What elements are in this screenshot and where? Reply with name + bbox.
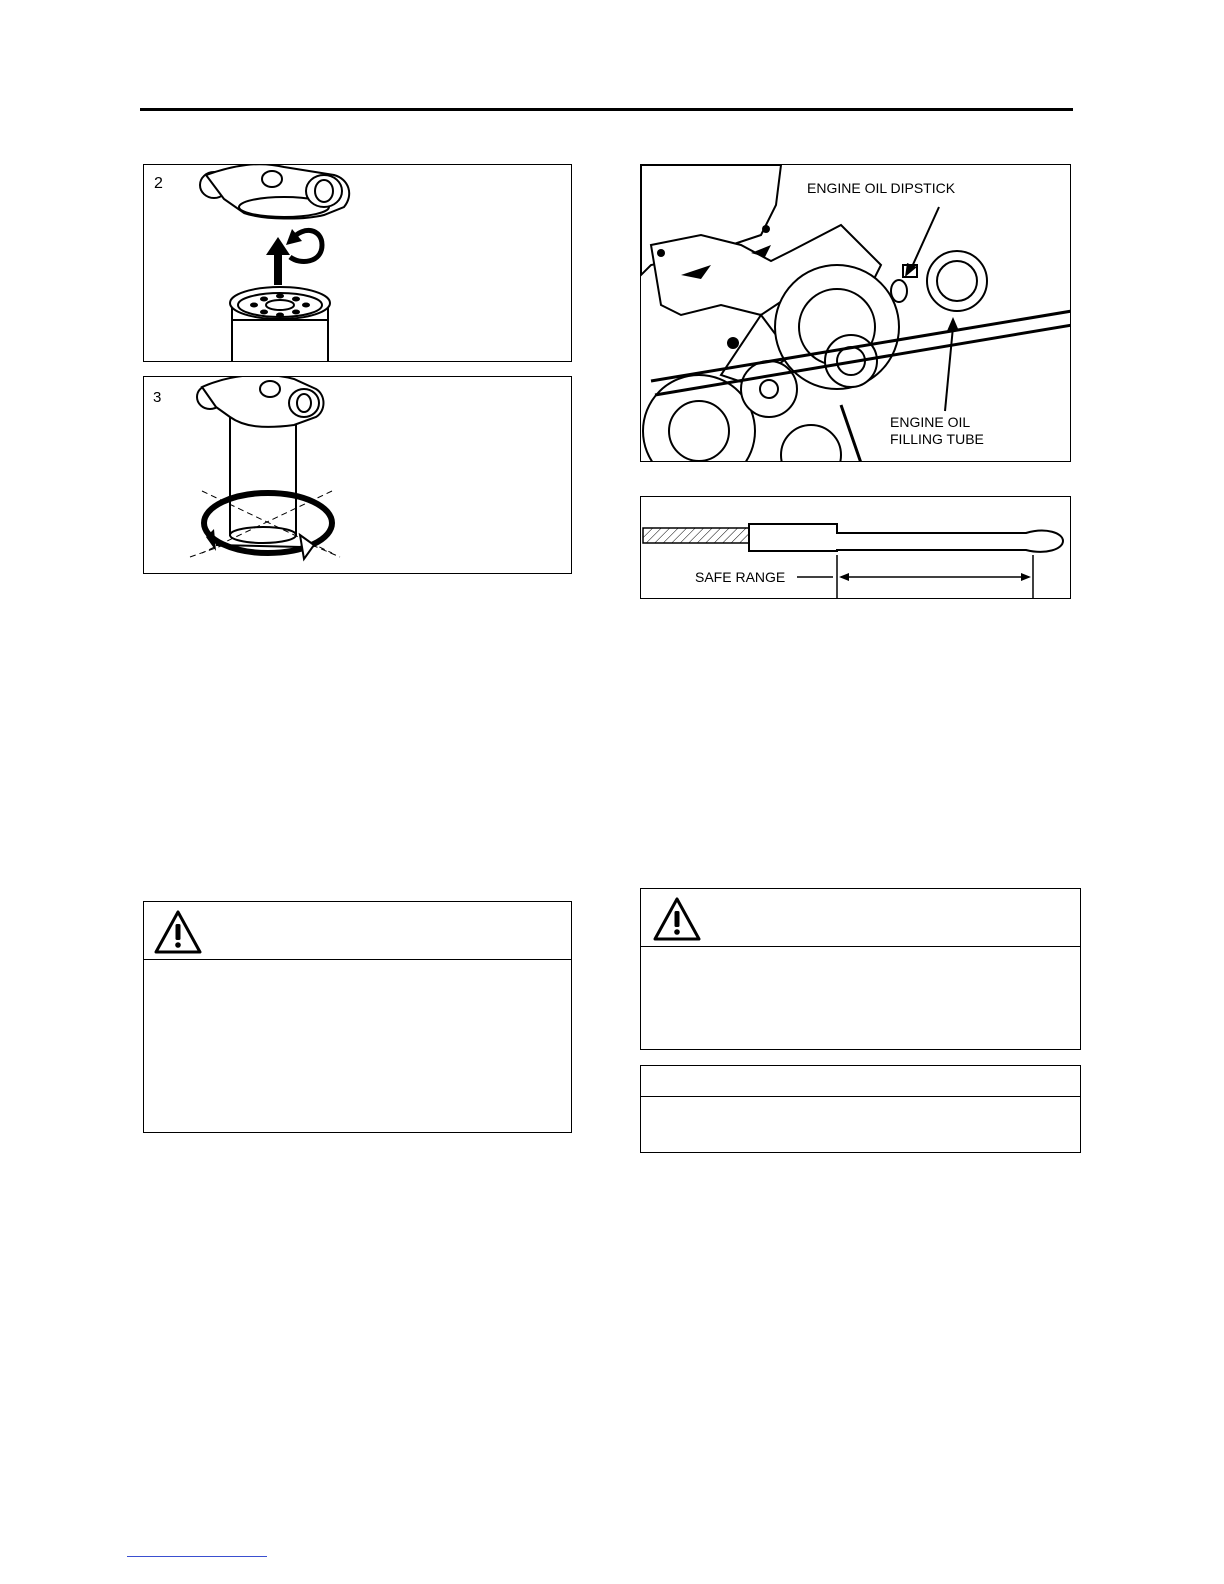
warning-box-header: [144, 902, 571, 960]
filling-tube-callout-line2: FILLING TUBE: [890, 431, 984, 447]
warning-triangle-icon: [152, 908, 204, 958]
warning-box-right: [640, 888, 1081, 1050]
dipstick-callout-label: ENGINE OIL DIPSTICK: [807, 180, 956, 196]
warning-box-header: [641, 889, 1080, 947]
filter-install-illustration: [144, 377, 572, 574]
engine-illustration: [641, 165, 1071, 462]
note-box-header: [641, 1066, 1080, 1097]
figure-step-3: [143, 376, 572, 574]
figure-number: 3: [153, 389, 162, 406]
filter-removal-illustration: [144, 165, 572, 362]
figure-step-2: [143, 164, 572, 362]
footer-link-underline[interactable]: [127, 1556, 267, 1557]
note-box-right: [640, 1065, 1081, 1153]
safe-range-label: SAFE RANGE: [695, 569, 786, 585]
warning-box-left: [143, 901, 572, 1133]
figure-number: 2: [154, 175, 163, 192]
figure-dipstick-safe-range: [640, 496, 1071, 599]
figure-engine-dipstick: [640, 164, 1071, 462]
header-rule: [140, 108, 1073, 111]
filling-tube-callout-line1: ENGINE OIL: [890, 414, 971, 430]
warning-triangle-icon: [651, 895, 703, 945]
